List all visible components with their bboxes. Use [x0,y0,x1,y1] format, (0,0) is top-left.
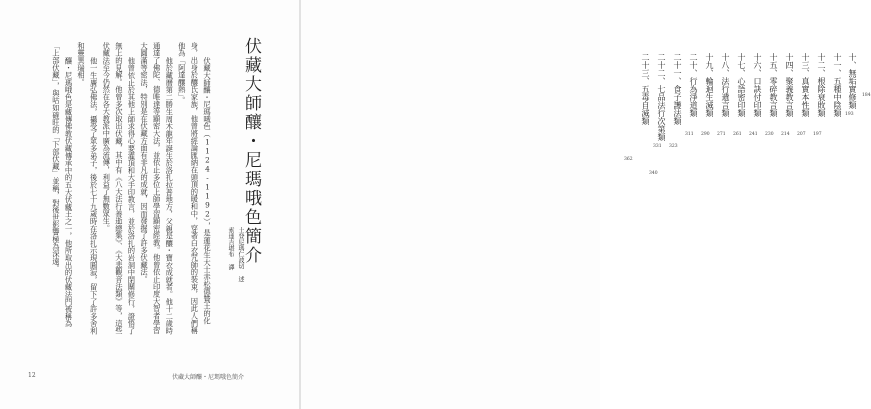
toc-title: 十九、輪迴生滅類 [705,53,714,117]
toc-item[interactable] [701,53,715,137]
toc-page-number: 362 [624,157,633,162]
paragraph: 伏藏大師釀・尼瑪哦色（1124-1192），是蓮花生大士赤松德贊王的化身，出身於釀氏家族，他曾將經論匯納在頭頂的暖和中，穿著白衣咒師的裝束，因此人們稱他為「阿達釀熱」。 [177,42,212,334]
toc-title: 十三、真實本性類 [801,53,810,117]
toc-item[interactable] [765,53,779,137]
toc-item[interactable] [669,53,683,149]
toc-title: 十五、零碎教言類 [769,53,778,117]
toc-title: 二十二、七品法行次第類 [657,53,666,141]
toc-item[interactable] [749,53,763,137]
body-text [51,42,213,337]
right-page [301,0,871,409]
toc-title: 十、無垢實修類 [848,53,857,109]
paragraph: 釀・尼瑪哦色是藏傳佛教伏藏傳承中的五大伏藏王之一，他所取出的伏藏法門被稱為「上部伏藏」，與咕如確旺的「下部伏藏」並稱，對後世影響極為深遠。 [51,42,74,327]
toc-item[interactable] [781,53,795,137]
toc-page-number: 323 [669,144,678,149]
paragraph: 他曾依止於其他上師求得心要灌頂和大手印教言，並於洛扎的岩洞中閉關修行，證悟了無上的見解。他曾多次取出伏藏，其中有《八大法行善逝總集》、《大悲觀音法類》等，這些伏藏法至今仍然在各大教派中廣為流傳，利益了無數眾生。 [102,42,137,334]
toc-item[interactable] [797,53,811,137]
toc-page-number: 261 [733,132,742,137]
paragraph: 他於藏曆第二勝生周木龍年誕生於洛扎拉普地方，父親是釀・寶衣成就者。他十二歲時通達了佛陀、德唯達等顯密大法，並依止多位上師學習顯密經教。他曾依止印度大智者學習大圓滿等密法，特別是在伏藏方面有非凡的成就，因而發掘了許多伏藏法。 [140,42,175,334]
left-page [0,0,299,409]
running-title: 伏藏大師釀・尼瑪哦色簡介 [172,374,245,381]
author-credits [225,227,245,282]
toc-item[interactable] [717,53,731,137]
toc-title: 十一、五種中陰類 [833,53,842,117]
toc-title: 二十三、五毒自滅類 [641,53,650,125]
toc-item[interactable] [813,53,827,137]
toc-page-number: 207 [797,132,806,137]
toc-title: 十六、口訣付印類 [753,53,762,117]
table-of-contents [621,53,871,328]
chapter-title: 伏藏大師釀・尼瑪哦色簡介 [241,37,261,265]
paragraph: 他一生廣弘佛法，攝受了眾多弟子，後於七十九歲時在洛扎示現圓寂，留下了許多舍利和靈異瑞相。 [77,42,99,334]
toc-page-number: 230 [765,132,774,137]
toc-item[interactable] [846,53,871,109]
toc-page-number: 241 [749,132,758,137]
toc-page-number: 340 [649,171,658,176]
toc-item[interactable] [685,53,699,137]
toc-page-number: 311 [685,132,694,137]
toc-page-number: 331 [653,144,662,149]
toc-page-number: 184 [862,93,871,98]
translator-credit: 索達吉堪布 譯 [227,227,234,270]
toc-page-number: 197 [813,132,822,137]
toc-page-number: 214 [781,132,790,137]
toc-page-number: 290 [701,132,710,137]
toc-title: 十四、聚義教言類 [785,53,794,117]
toc-page-number: 271 [717,132,726,137]
page-number: 12 [28,372,36,379]
toc-title: 十二、根除衰敗類 [817,53,826,117]
toc-title: 二十一、食子護法類 [673,53,682,125]
author-credit: 土登尼瑪仁波切 述 [237,227,244,282]
toc-item[interactable] [733,53,747,137]
toc-title: 二十、行為淨道類 [689,53,698,117]
toc-item[interactable] [653,53,667,149]
toc-page-number: 193 [845,112,854,117]
toc-title: 十七、心語密印類 [737,53,746,117]
toc-title: 十八、法行遺言類 [721,53,730,117]
